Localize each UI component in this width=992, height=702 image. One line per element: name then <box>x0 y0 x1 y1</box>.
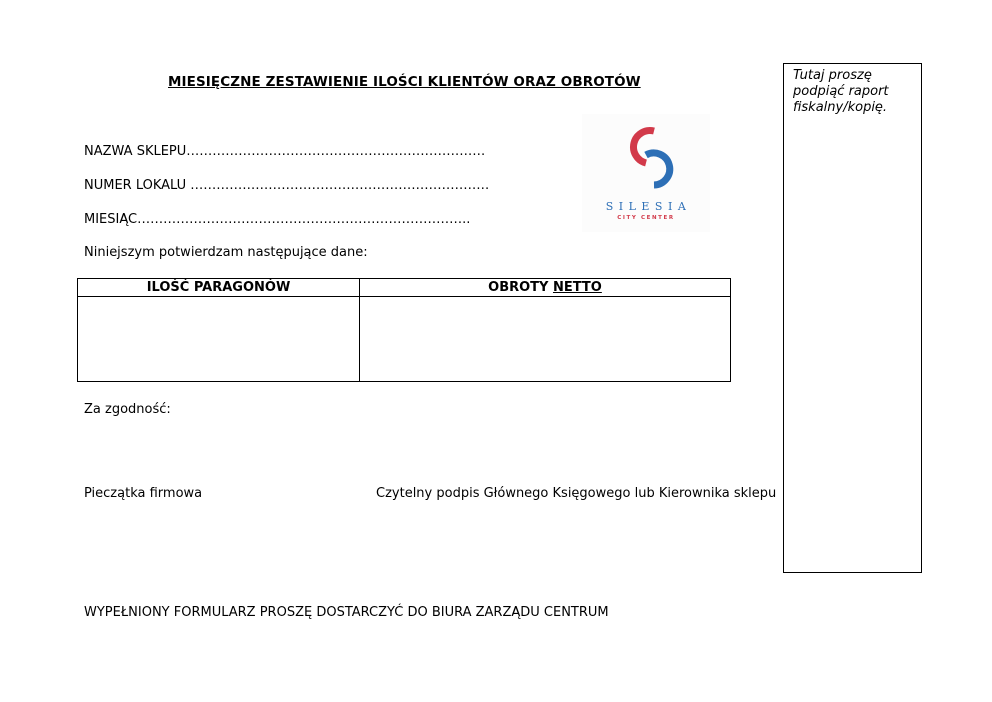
unit-number-dotted-line[interactable]: …………………………………………………………… <box>190 178 490 193</box>
month-dotted-line[interactable]: ………………………………………………………………….. <box>137 212 471 227</box>
signature-label: Czytelny podpis Głównego Księgowego lub Kierownika sklepu <box>376 486 777 501</box>
store-name-field[interactable] <box>84 144 485 159</box>
logo-wordmark: SILESIA <box>605 200 692 213</box>
unit-number-label: NUMER LOKALU <box>84 178 191 193</box>
page-title: MIESIĘCZNE ZESTAWIENIE ILOŚCI KLIENTÓW ORAZ OBROTÓW <box>168 74 641 90</box>
intro-text: Niniejszym potwierdzam następujące dane: <box>84 245 368 260</box>
table-header-net-turnover <box>360 280 730 295</box>
table-header-net-turnover-underlined: NETTO <box>552 280 602 295</box>
footer-note: WYPEŁNIONY FORMULARZ PROSZĘ DOSTARCZYĆ DO BIURA ZARZĄDU CENTRUM <box>84 605 609 620</box>
table-header-receipts: ILOŚĆ PARAGONÓW <box>146 280 291 295</box>
table-header-net-turnover-prefix: OBROTY <box>488 280 553 295</box>
store-name-dotted-line[interactable]: …………………………………………………………… <box>186 144 486 159</box>
company-stamp-label: Pieczątka firmowa <box>84 486 203 501</box>
agreement-label: Za zgodność: <box>84 402 171 417</box>
net-turnover-cell[interactable] <box>360 297 730 381</box>
fiscal-report-attachment-box[interactable] <box>783 63 922 573</box>
receipts-count-cell[interactable] <box>78 297 359 381</box>
attachment-instruction: Tutaj proszę podpiąć raport fiskalny/kopię. <box>793 68 889 115</box>
data-table <box>77 278 731 382</box>
silesia-city-center-logo <box>582 114 710 232</box>
logo-subtitle: CITY CENTER <box>617 215 675 221</box>
month-label: MIESIĄC <box>84 212 138 227</box>
month-field[interactable] <box>84 212 470 227</box>
unit-number-field[interactable] <box>84 178 489 193</box>
store-name-label: NAZWA SKLEPU <box>84 144 187 159</box>
